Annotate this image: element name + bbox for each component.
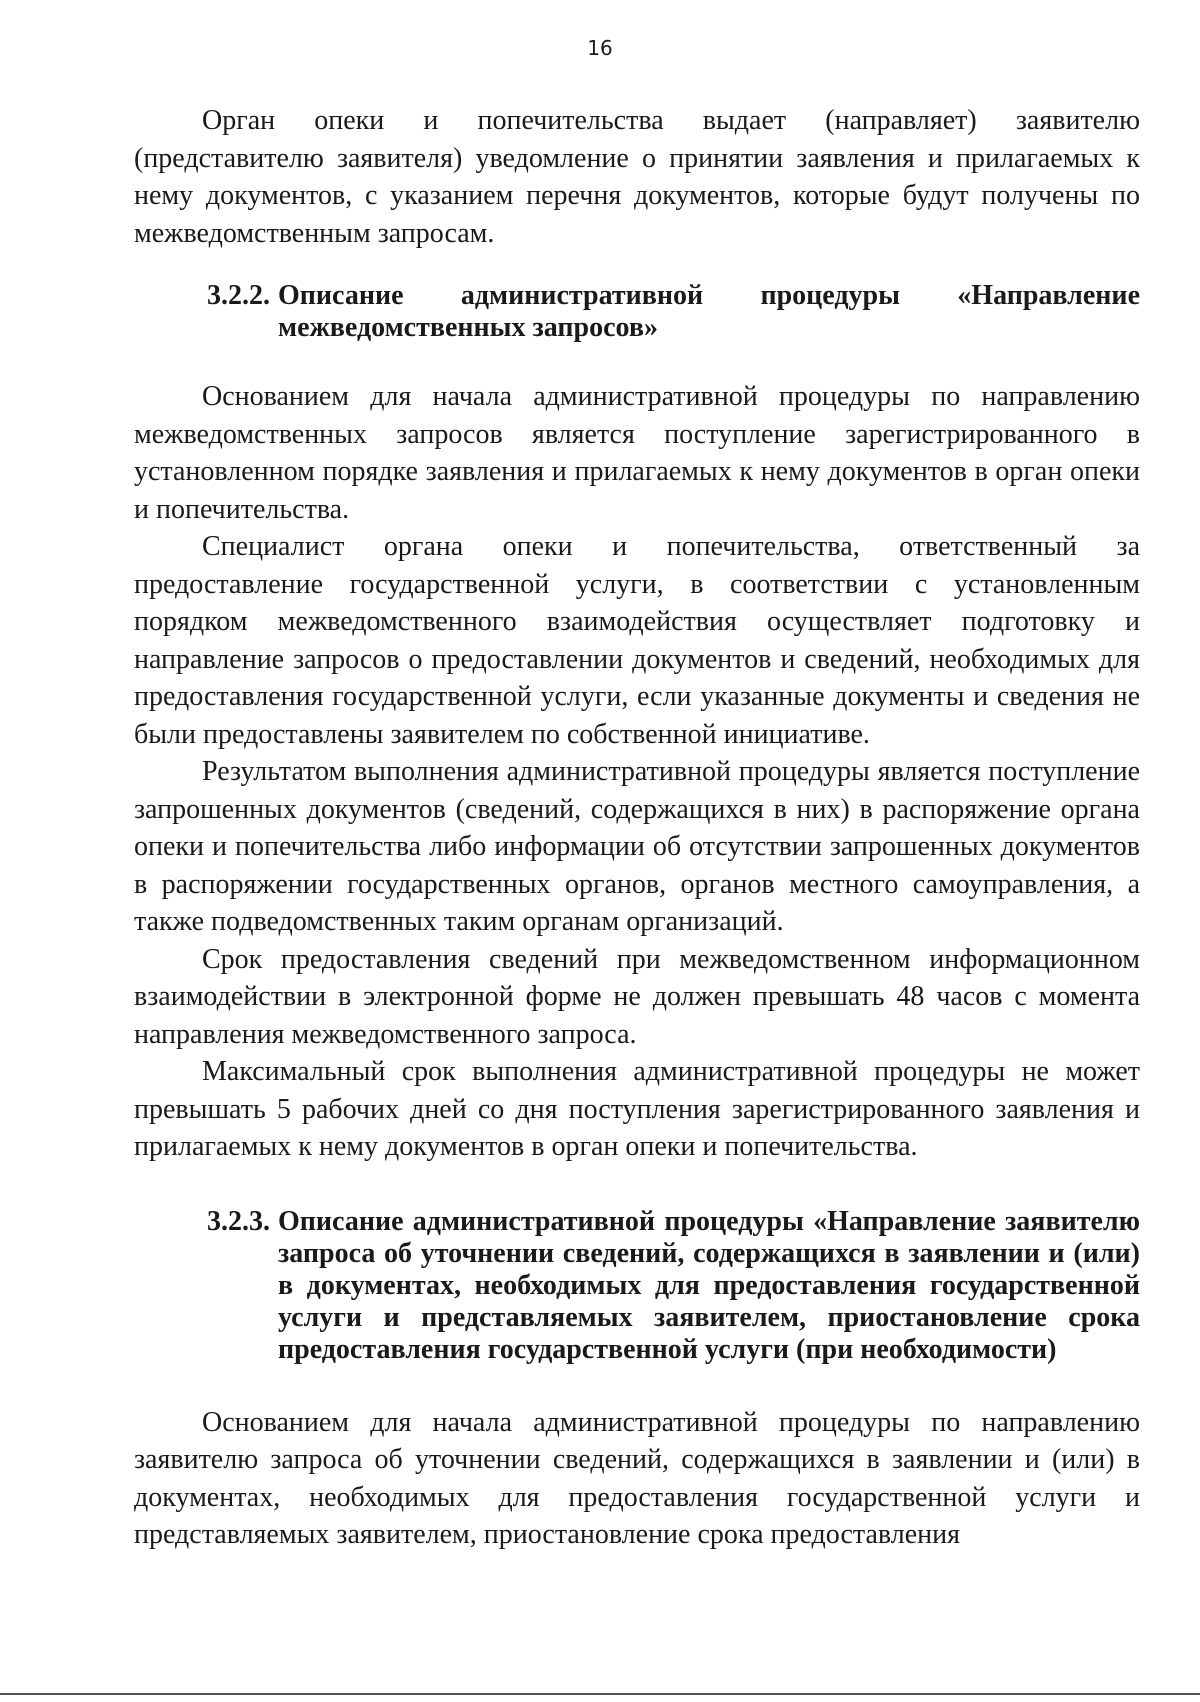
body-paragraph: Результатом выполнения административной процедуры является поступление запрошенных документов (сведений, содержащихся в них) в распоряжение органа опеки и попечительства либо информации об отсутствии запрошенных документов в распоряжении государственных органов, органов местного самоуправления, а также подведомственных таким органам организаций. — [134, 756, 1140, 937]
page-number: 16 — [587, 36, 613, 60]
section-number: 3.2.3. — [207, 1205, 270, 1237]
section-heading-3-2-3 — [207, 1206, 1140, 1366]
section-title: Описание административной процедуры «Направление межведомственных запросов» — [278, 280, 1140, 343]
body-paragraph: Максимальный срок выполнения административной процедуры не может превышать 5 рабочих дней со дня поступления зарегистрированного заявления и прилагаемых к нему документов в орган опеки и попечительства. — [134, 1056, 1140, 1162]
body-paragraph: Основанием для начала административной процедуры по направлению межведомственных запросов является поступление зарегистрированного в установленном порядке заявления и прилагаемых к нему документов в орган опеки и попечительства. — [134, 381, 1140, 525]
section-number: 3.2.2. — [207, 280, 270, 311]
scan-edge-line — [0, 1693, 1200, 1695]
body-paragraph: Основанием для начала административной процедуры по направлению заявителю запроса об уточнении сведений, содержащихся в заявлении и (или) в документах, необходимых для предоставления государственной услуги и представляемых заявителем, приостановление срока предоставления — [134, 1406, 1140, 1550]
page-content — [134, 102, 1140, 1554]
body-paragraph: Специалист органа опеки и попечительства, ответственный за предоставление государственной услуги, в соответствии с установленным порядком межведомственного взаимодействия осуществляет подготовку и направление запросов о предоставлении документов и сведений, необходимых для предоставления государственной услуги, если указанные документы и сведения не были предоставлены заявителем по собственной инициативе. — [134, 531, 1140, 750]
section-heading-3-2-2 — [207, 280, 1140, 344]
body-paragraph: Орган опеки и попечительства выдает (направляет) заявителю (представителю заявителя) уведомление о принятии заявления и прилагаемых к нему документов, с указанием перечня документов, которые будут получены по межведомственным запросам. — [134, 105, 1140, 249]
section-title: Описание административной процедуры «Направление заявителю запроса об уточнении сведений, содержащихся в заявлении и (или) в документах, необходимых для предоставления государственной услуги и представляемых заявителем, приостановление срока предоставления государственной услуги (при необходимости) — [278, 1205, 1140, 1365]
body-paragraph: Срок предоставления сведений при межведомственном информационном взаимодействии в электронной форме не должен превышать 48 часов с момента направления межведомственного запроса. — [134, 943, 1140, 1050]
